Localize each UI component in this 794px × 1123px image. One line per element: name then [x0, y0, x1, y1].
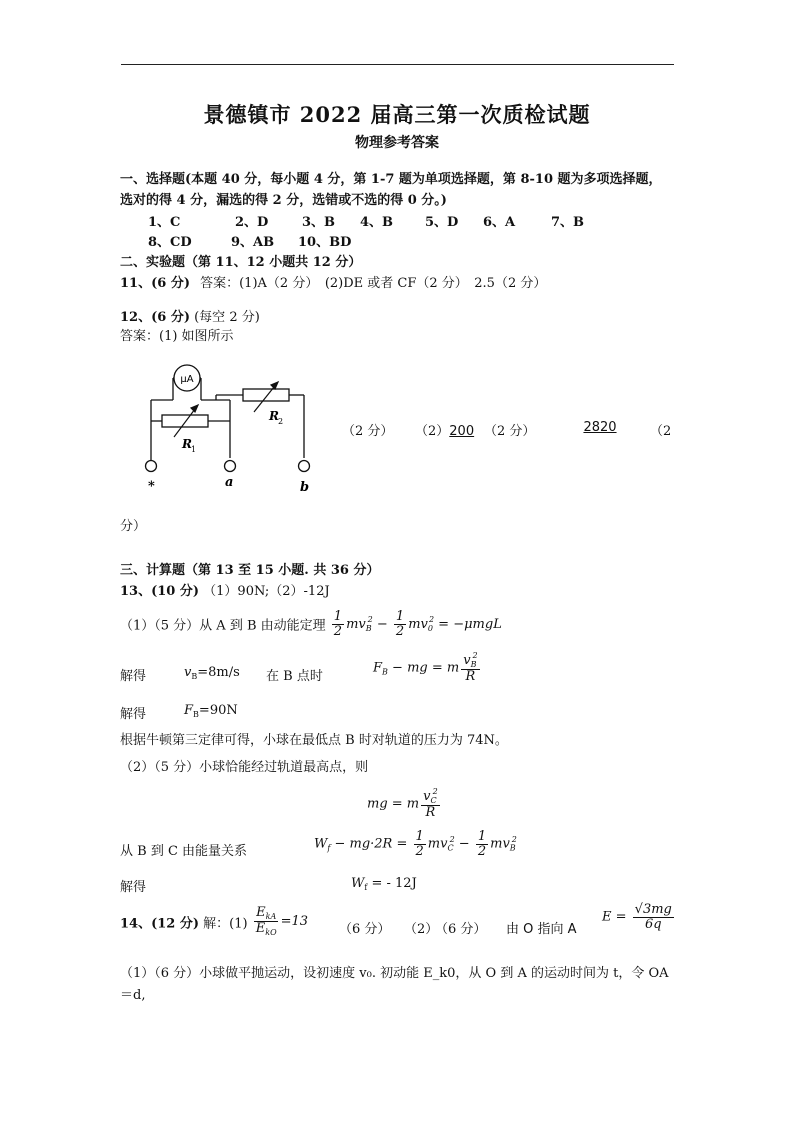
q12-label: 12、(6 分)	[120, 310, 190, 325]
section1-heading-line1: 一、选择题(本题 40 分，每小题 4 分，第 1-7 题为单项选择题，第 8-10 题为多项选择题，	[120, 172, 662, 187]
q14-line	[120, 906, 308, 938]
q13-summary: （1）90N;（2）-12J	[203, 584, 330, 599]
section3-heading: 三、计算题（第 13 至 15 小题. 共 36 分）	[120, 563, 380, 578]
circuit-diagram	[138, 360, 318, 500]
q12-part2	[415, 420, 474, 439]
q12-score3-open: （2	[650, 424, 672, 439]
page-title: 景德镇市 2022 届高三第一次质检试题	[203, 102, 591, 127]
q14-part2: （2）	[404, 922, 439, 937]
answer-7: 7、B	[551, 215, 585, 230]
answer-8: 8、CD	[148, 235, 192, 250]
q14-intro: 解：(1)	[203, 916, 248, 932]
terminal-b-label: b	[300, 480, 310, 495]
r1-sub: 1	[191, 445, 197, 454]
q13-vb-value: =8m/s	[197, 665, 240, 680]
q13-fb-sub: B	[193, 710, 199, 719]
terminal-a-label: a	[225, 475, 234, 490]
electric-field-equation: E = $\frac{√3mg}{6q}$	[602, 902, 672, 932]
q12-line	[120, 306, 260, 325]
q14-score1: （6 分）	[339, 922, 391, 937]
q11-line	[120, 272, 546, 291]
answer-9: 9、AB	[231, 235, 275, 250]
q14-ratio-equation: $\frac{E_{kA}}{E_{kO}}$ =13	[255, 905, 309, 938]
terminal-star-label: *	[148, 479, 155, 494]
q12-score3-close: 分）	[120, 519, 147, 534]
q11-text: 答案：(1)A（2 分） (2)DE 或者 CF（2 分） 2.5（2 分）	[200, 276, 547, 291]
answer-1: 1、C	[148, 215, 181, 230]
answer-2: 2、D	[235, 215, 269, 230]
answer-6: 6、A	[483, 215, 516, 230]
kinetic-energy-equation: $\frac{1}{2}$ $mv_B^2$ − $\frac{1}{2}$ $mv_0^2 = -\mu mgL$	[333, 609, 502, 639]
page-subtitle: 物理参考答案	[355, 135, 439, 151]
answer-5: 5、D	[425, 215, 459, 230]
terminal-a	[225, 461, 236, 472]
top-rule	[121, 64, 674, 65]
q13-solve1-label: 解得	[120, 669, 147, 684]
q13-wf-symbol: W	[351, 876, 365, 891]
q13-p1-text: （1）（5 分）从 A 到 B 由动能定理	[120, 618, 326, 634]
q13-newton: 根据牛顿第三定律可得，小球在最低点 B 时对轨道的压力为 74N。	[120, 733, 508, 748]
terminal-b	[299, 461, 310, 472]
q14-p1-line1: （1）（6 分）小球做平抛运动，设初速度 v₀. 初动能 E_k0，从 O 到 A 的运动时间为 t，令 OA	[120, 966, 669, 981]
q14-p1-line2: ＝d,	[120, 988, 146, 1003]
q13-solve3-label: 解得	[120, 880, 147, 895]
r2-label: R	[269, 409, 279, 423]
q13-vb-symbol: v	[184, 665, 192, 680]
section2-heading: 二、实验题（第 11、12 小题共 12 分）	[120, 255, 362, 270]
q12-answer: 答案：(1) 如图所示	[120, 329, 234, 344]
top-point-equation: mg = m $\frac{v_C^2}{R}$	[367, 787, 438, 821]
q13-wf-sub: f	[364, 883, 368, 892]
terminal-star	[146, 461, 157, 472]
q12-score1: （2 分）	[342, 424, 394, 439]
q13-part1	[120, 610, 502, 638]
q14-label: 14、(12 分)	[120, 916, 200, 932]
centripetal-equation: $F_B$ − mg = m $\frac{v_B^2}{R}$	[373, 651, 478, 685]
q12-note: (每空 2 分)	[194, 310, 260, 325]
q12-score2: （2 分）	[484, 424, 536, 439]
q13-line	[120, 580, 330, 599]
q14-direction: 由 O 指向 A	[506, 922, 577, 937]
q13-vb	[184, 665, 240, 681]
q13-label: 13、(10 分)	[120, 584, 200, 599]
q13-p2-text: （2）（5 分）小球恰能经过轨道最高点，则	[120, 760, 369, 775]
q12-value1: 200	[449, 424, 475, 439]
q12-part2-label: （2）	[415, 424, 450, 439]
q13-fb-symbol: F	[184, 703, 194, 718]
q13-vb-sub: B	[191, 672, 198, 681]
answer-4: 4、B	[360, 215, 394, 230]
energy-equation: $W_f - mg\cdot 2R$ = $\frac{1}{2}$ $mv_C^2$ − $\frac{1}{2}$ $mv_B^2$	[314, 829, 517, 859]
q14-score2: （6 分）	[435, 922, 487, 937]
q13-solve2-label: 解得	[120, 707, 147, 722]
q13-at-b: 在 B 点时	[266, 669, 323, 684]
answer-10: 10、BD	[298, 235, 352, 250]
q11-label: 11、(6 分)	[120, 276, 190, 291]
q13-wf	[351, 876, 417, 892]
q14-ratio-value: =13	[280, 914, 309, 930]
q12-value2: 2820	[583, 420, 617, 435]
answer-3: 3、B	[302, 215, 336, 230]
r1-label: R	[182, 437, 192, 451]
q13-fb	[184, 703, 238, 719]
q13-wf-value: = - 12J	[367, 876, 417, 891]
q13-fb-value: =90N	[198, 703, 238, 718]
meter-label: μA	[180, 374, 194, 385]
q13-energy-text: 从 B 到 C 由能量关系	[120, 844, 248, 859]
section1-heading-line2: 选对的得 4 分，漏选的得 2 分，选错或不选的得 0 分。)	[120, 193, 447, 208]
r2-sub: 2	[278, 417, 284, 426]
